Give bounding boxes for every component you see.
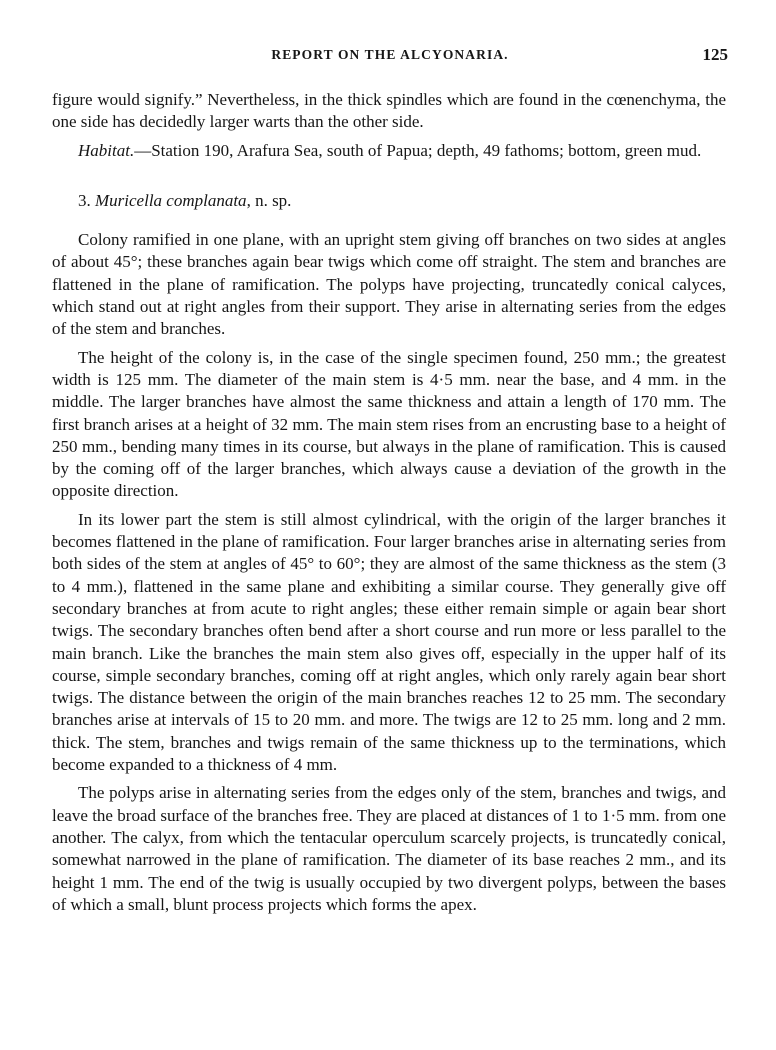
description-paragraph-3: In its lower part the stem is still almost cylindrical, with the origin of the larger branches it becomes flattened in the plane of ramification. Four larger branches arise in alternating series from both sides of the stem at angles of 45° to 60°; they are almost of the same thickness as the stem (3 to 4 mm.), flattened in the same plane and exhibiting a similar course. They generally give off secondary branches at from acute to right angles; these either remain simple or again bear short twigs. The secondary branches often bend after a short course and run more or less parallel to the main branch. Like the branches the main stem also gives off, especially in the upper half of its course, simple secondary branches, coming off at right angles, which only rarely again bear short twigs. The distance between the origin of the main branches reaches 12 to 25 mm. The secondary branches arise at intervals of 15 to 20 mm. and more. The twigs are 12 to 25 mm. long and 2 mm. thick. The stem, branches and twigs remain of the same thickness up to the terminations, which become expanded to a thickness of 4 mm. bbox=[52, 509, 726, 775]
habitat-paragraph bbox=[52, 140, 726, 162]
species-number: 3. bbox=[78, 190, 91, 210]
page-header bbox=[52, 47, 728, 69]
running-title: REPORT ON THE ALCYONARIA. bbox=[271, 47, 509, 62]
continuation-paragraph: figure would signify.” Nevertheless, in the thick spindles which are found in the cœnenchyma, the one side has decidedly larger warts than the other side. bbox=[52, 90, 726, 132]
page-number: 125 bbox=[702, 45, 728, 64]
habitat-text: —Station 190, Arafura Sea, south of Papua; depth, 49 fathoms; bottom, green mud. bbox=[134, 140, 702, 160]
description-paragraph-2: The height of the colony is, in the case of the single specimen found, 250 mm.; the greatest width is 125 mm. The diameter of the main stem is 4·5 mm. near the base, and 4 mm. in the middle. The larger branches have almost the same thickness and attain a length of 170 mm. The first branch arises at a height of 32 mm. The main stem rises from an encrusting base to a height of 250 mm., bending many times in its course, but always in the plane of ramification. This is caused by the coming off of the larger branches, which always cause a deviation of the growth in the opposite direction. bbox=[52, 347, 726, 501]
species-suffix: , n. sp. bbox=[246, 190, 292, 210]
habitat-label: Habitat. bbox=[78, 140, 135, 160]
species-heading bbox=[78, 190, 726, 212]
description-paragraph-4: The polyps arise in alternating series from the edges only of the stem, branches and twigs, and leave the broad surface of the branches free. They are placed at distances of 1 to 1·5 mm. from one another. The calyx, from which the tentacular operculum scarcely projects, is truncatedly conical, somewhat narrowed in the plane of ramification. The diameter of its base reaches 2 mm., and its height 1 mm. The end of the twig is usually occupied by two divergent polyps, between the bases of which a small, blunt process projects which forms the apex. bbox=[52, 783, 726, 914]
description-paragraph-1: Colony ramified in one plane, with an upright stem giving off branches on two sides at angles of about 45°; these branches again bear twigs which come off straight. The stem and branches are flattened in the plane of ramification. The polyps have projecting, truncatedly conical calyces, which stand out at right angles from their support. They arise in alternating series from the edges of the stem and branches. bbox=[52, 230, 726, 339]
species-name: Muricella complanata bbox=[95, 190, 247, 210]
body-text bbox=[52, 89, 726, 922]
